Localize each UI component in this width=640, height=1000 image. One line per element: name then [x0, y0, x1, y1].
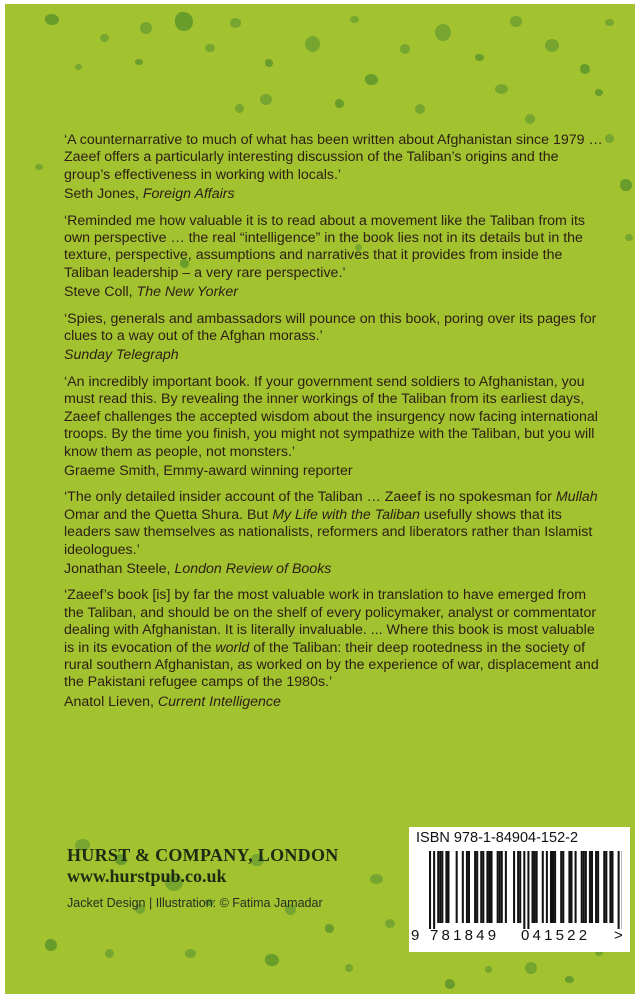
barcode-bar — [562, 851, 564, 923]
ink-splat — [205, 44, 215, 52]
barcode-bar — [445, 851, 447, 923]
ink-splat — [580, 64, 590, 74]
quote-segment: ‘Spies, generals and ambassadors will pounce on this book, poring over its pages for clues to a way out of the Afghan morass.’ — [64, 310, 597, 345]
ink-splat — [510, 16, 522, 27]
barcode-bar — [597, 851, 599, 923]
quote-text — [64, 489, 604, 559]
ink-splat — [325, 924, 334, 933]
barcode-bar — [581, 851, 583, 923]
ink-splat — [445, 979, 455, 989]
isbn-barcode-box — [409, 827, 630, 952]
ink-splat — [370, 874, 383, 884]
ink-splat — [105, 949, 114, 958]
ink-splat — [435, 24, 451, 41]
quote-attribution — [64, 186, 604, 203]
attribution-source: Foreign Affairs — [142, 186, 235, 203]
barcode-bar — [603, 851, 605, 923]
ink-splat — [345, 964, 353, 972]
barcode-bar — [527, 851, 529, 929]
design-credits: Jacket Design | Illustration: © Fatima Jamadar — [67, 896, 323, 910]
ink-splat — [485, 966, 492, 973]
barcode-bar — [462, 851, 464, 923]
barcode-bar — [589, 851, 591, 923]
ink-splat — [545, 39, 559, 52]
attribution-source: Sunday Telegraph — [64, 347, 179, 364]
attribution-name: Jonathan Steele, — [64, 560, 175, 577]
quote-attribution — [64, 347, 604, 364]
quote-segment: ‘The only detailed insider account of the Taliban … Zaeef is no spokesman for — [64, 489, 556, 506]
ink-splat — [495, 84, 508, 94]
ink-splat — [400, 44, 410, 54]
quote-text — [64, 213, 604, 283]
barcode-bar — [552, 851, 554, 923]
isbn-label: ISBN 978-1-84904-152-2 — [416, 830, 579, 846]
ink-splat — [605, 134, 614, 143]
barcode — [417, 851, 622, 929]
barcode-digit-left: 781849 — [430, 927, 500, 944]
book-back-cover — [5, 4, 635, 994]
ink-splat — [620, 179, 632, 191]
ink-splat — [235, 104, 244, 113]
barcode-bar — [519, 851, 521, 923]
ink-splat — [365, 74, 378, 85]
barcode-bar — [466, 851, 468, 923]
quote-segment: ‘Reminded me how valuable it is to read about a movement like the Taliban from its own perspective … the real “intelligence” in the book lies not in its details but in the texture, perspective, assumptions and narratives that it provides from inside the Taliban leadership – a very rare perspective.’ — [64, 212, 586, 281]
attribution-source: London Review of Books — [174, 560, 332, 577]
quote-segment: usefully shows that its leaders saw themselves as nationalists, reformers and liberators rather than Islamist ideologues.’ — [64, 506, 593, 558]
barcode-bar — [568, 851, 570, 923]
barcode-digit-lead: 9 — [411, 927, 420, 944]
barcode-bar — [447, 851, 449, 923]
barcode-bar — [433, 851, 435, 929]
ink-splat — [75, 64, 82, 70]
quote-italic-segment: world — [215, 639, 250, 656]
barcode-bar — [534, 851, 536, 923]
quote-segment: Omar and the Quetta Shura. But — [64, 506, 273, 523]
quote-text — [64, 587, 604, 691]
review-quote — [64, 213, 604, 302]
quote-segment: of the Taliban: their deep rootedness in the society of rural southern Afghanistan, as worked on by the experience of war, displacement and the Pakistani refugee camps of the 1980s.’ — [64, 639, 599, 691]
ink-splat — [265, 954, 279, 966]
barcode-bar — [532, 851, 534, 923]
barcode-bar — [517, 851, 519, 923]
review-quote — [64, 587, 604, 711]
barcode-bar — [546, 851, 548, 923]
ink-splat — [305, 36, 320, 52]
barcode-bar — [611, 851, 613, 923]
barcode-bar — [560, 851, 562, 923]
review-quote — [64, 132, 604, 204]
quote-segment: ‘Zaeef’s book [is] by far the most valuable work in translation to have emerged from the Taliban, and should be on the shelf of every policymaker, analyst or commentator dealing with Afghanistan. It is literally invaluable. ... Where this book is most valuable is in its evocation of the — [64, 587, 597, 656]
barcode-bar — [456, 851, 458, 923]
barcode-digit-arrow: > — [614, 927, 623, 944]
barcode-bar — [482, 851, 484, 923]
quote-italic-segment: My Life with the Taliban — [272, 506, 420, 523]
ink-splat — [525, 114, 535, 124]
quote-attribution — [64, 463, 604, 480]
barcode-bar — [542, 851, 544, 923]
publisher-block — [67, 845, 339, 910]
ink-splat — [260, 94, 272, 105]
barcode-bar — [570, 851, 572, 923]
attribution-name: Seth Jones, — [64, 186, 143, 203]
quote-italic-segment: Mullah — [555, 489, 598, 506]
ink-splat — [35, 164, 43, 170]
review-quote — [64, 489, 604, 578]
attribution-source: Current Intelligence — [157, 693, 281, 710]
review-quote — [64, 311, 604, 365]
quote-segment: ‘An incredibly important book. If your government send soldiers to Afghanistan, you must read this. By revealing the inner workings of the Taliban from its earliest days, Zaeef challenges the accepted wisdom about the insurgency now facing international troops. By the time you finish, you might not sympathize with the Taliban, but you will know them as people, not monsters.’ — [64, 373, 598, 460]
publisher-url[interactable]: www.hurstpub.co.uk — [67, 866, 227, 886]
quote-attribution — [64, 284, 604, 301]
barcode-bar — [499, 851, 501, 923]
ink-splat — [350, 16, 359, 23]
barcode-digit-right: 041522 — [521, 927, 591, 944]
quote-text — [64, 132, 604, 184]
barcode-bar — [501, 851, 503, 923]
barcode-bar — [605, 851, 607, 923]
barcode-bar — [488, 851, 490, 923]
ink-splat — [565, 976, 574, 983]
barcode-bar — [595, 851, 597, 923]
barcode-bar — [554, 851, 556, 923]
barcode-bar — [474, 851, 476, 923]
quote-text — [64, 311, 604, 346]
attribution-source: The New Yorker — [136, 284, 239, 301]
barcode-bar — [550, 851, 552, 923]
barcode-bar — [609, 851, 611, 923]
attribution-name: Anatol Lieven, — [64, 693, 158, 710]
ink-splat — [595, 89, 603, 96]
barcode-bar — [476, 851, 478, 923]
ink-splat — [230, 18, 241, 28]
barcode-bar — [585, 851, 587, 923]
ink-splat — [45, 14, 59, 25]
barcode-bar — [583, 851, 585, 923]
barcode-bar — [468, 851, 470, 923]
review-quotes — [64, 132, 604, 720]
ink-splat — [335, 99, 344, 108]
barcode-bar — [505, 851, 507, 923]
barcode-bar — [591, 851, 593, 923]
quote-attribution — [64, 694, 604, 711]
ink-splat — [175, 12, 193, 31]
attribution-name: Steve Coll, — [64, 284, 137, 301]
ink-splat — [525, 962, 537, 974]
barcode-bar — [480, 851, 482, 923]
ink-splat — [140, 22, 152, 34]
barcode-bar — [441, 851, 443, 923]
ink-splat — [385, 919, 395, 928]
ink-splat — [45, 939, 57, 951]
ink-splat — [475, 54, 484, 61]
ink-splat — [605, 19, 614, 26]
ink-splat — [265, 59, 273, 67]
barcode-bar — [429, 851, 431, 929]
barcode-bar — [513, 851, 515, 923]
review-quote — [64, 374, 604, 480]
ink-splat — [185, 949, 196, 958]
barcode-bar — [497, 851, 499, 923]
quote-attribution — [64, 561, 604, 578]
quote-text — [64, 374, 604, 461]
ink-splat — [415, 104, 425, 114]
attribution-name: Graeme Smith, Emmy-award winning reporter — [64, 462, 353, 479]
barcode-bar — [486, 851, 488, 923]
barcode-bar — [437, 851, 439, 923]
ink-splat — [100, 34, 109, 42]
barcode-bar — [618, 851, 620, 929]
barcode-bar — [491, 851, 493, 923]
barcode-bar — [536, 851, 538, 923]
barcode-bar — [523, 851, 525, 929]
ink-splat — [135, 59, 143, 65]
ink-splat — [625, 234, 633, 241]
barcode-bar — [575, 851, 577, 923]
publisher-name: HURST & COMPANY, LONDON — [67, 845, 339, 865]
quote-segment: ‘A counternarrative to much of what has been written about Afghanistan since 1979 … Zaeef offers a particularly interesting discussion of the Taliban’s origins and the group’s effectiveness in working with locals.’ — [64, 132, 603, 183]
barcode-bar — [439, 851, 441, 923]
